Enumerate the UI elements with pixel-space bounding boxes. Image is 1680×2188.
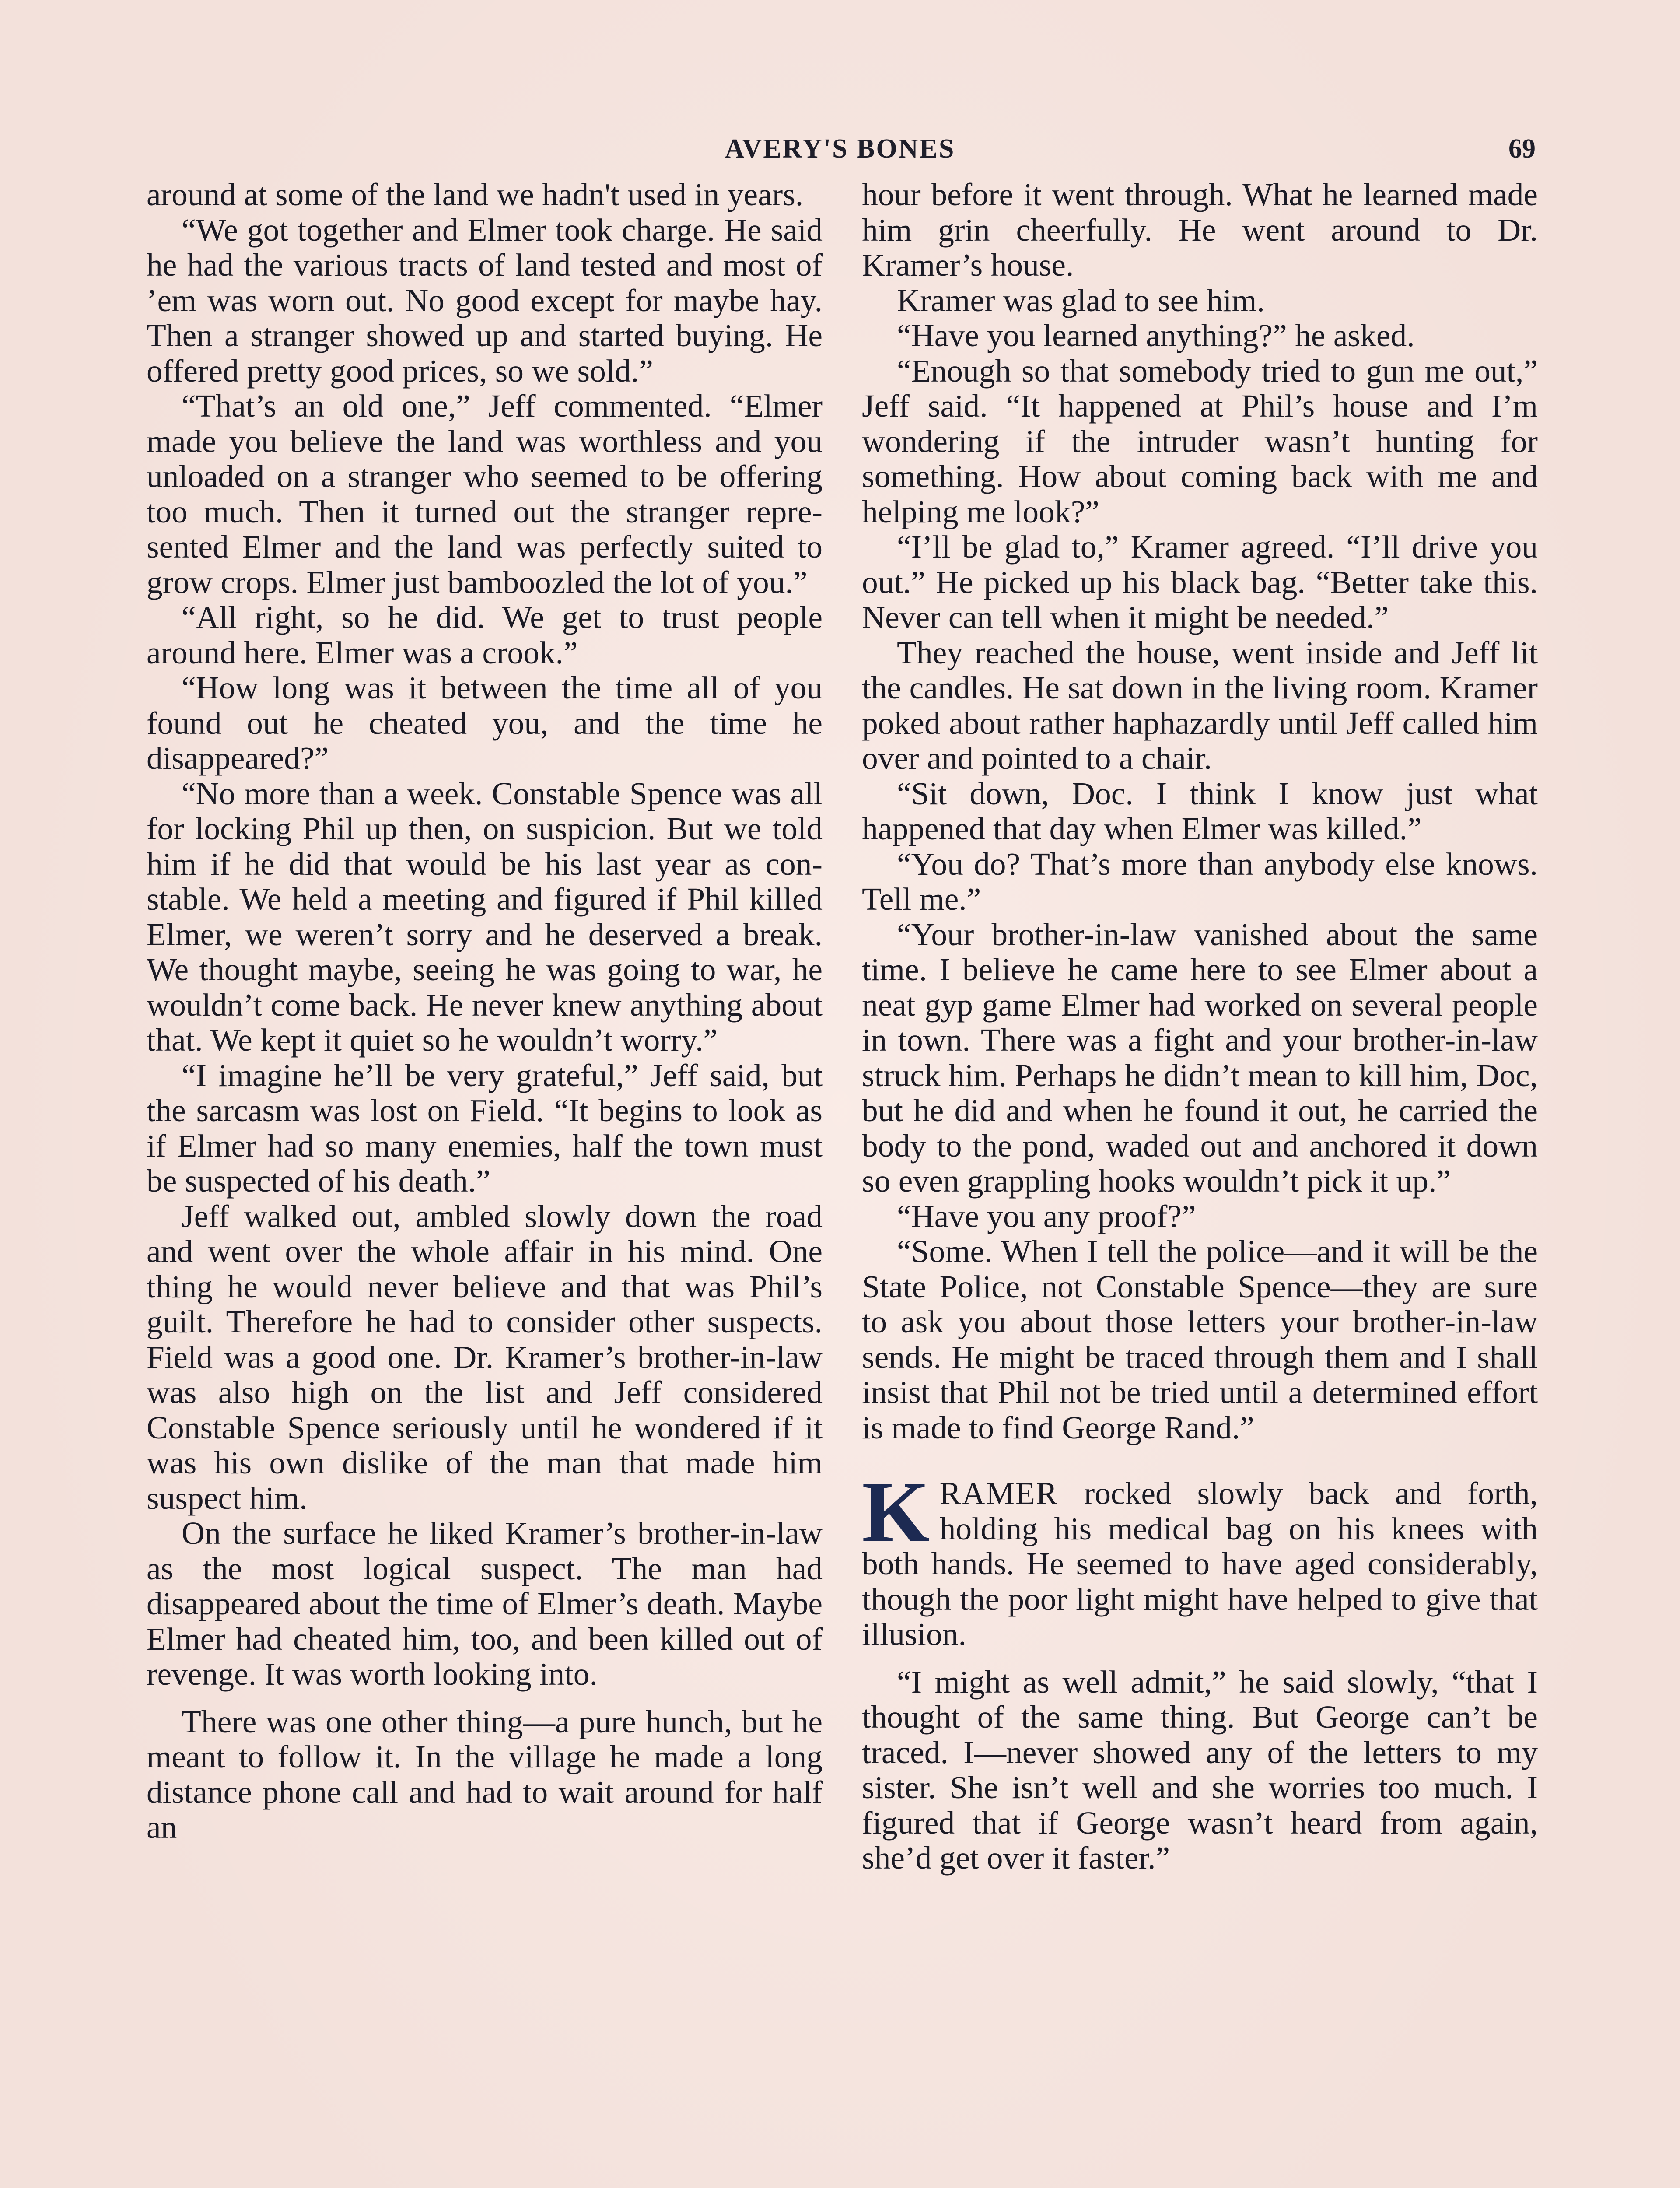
paragraph: hour before it went through. What he learned made him grin cheerfully. He went around to Dr. Kramer’s house. (862, 177, 1538, 283)
page-number: 69 (1508, 134, 1536, 164)
paragraph: Kramer was glad to see him. (897, 282, 1265, 318)
paragraph: “Your brother-in-law vanished about the same time. I believe he came here to see Elmer about a neat gyp game Elmer had worked on several people in town. There was a fight and your brother-in-law struck him. Perhaps he didn’t mean to kill him, Doc, but he did and when he found it out, he carried the body to the pond, waded out and anchored it down so even grappling hooks wouldn’t pick it up.” (862, 916, 1538, 1199)
paragraph: They reached the house, went inside and Jeff lit the candles. He sat down in the living room. Kramer poked about rather haphazardly until Jeff called him over and pointed to a chair. (862, 635, 1538, 776)
dropcap-lead-word: RAMER (939, 1476, 1058, 1511)
right-column (862, 177, 1538, 1876)
paragraph: “Enough so that somebody tried to gun me out,” Jeff said. “It happened at Phil’s house and I’m wondering if the intruder wasn’t hunting for something. How about coming back with me and helping me look?” (862, 353, 1538, 529)
paragraph: “That’s an old one,” Jeff commented. “Elmer made you believe the land was worthless and you unloaded on a stranger who seemed to be offering too much. Then it turned out the stranger represented Elmer and the land was perfectly suited to grow crops. Elmer just bamboozled the lot of you.” (147, 388, 822, 600)
paragraph: There was one other thing—a pure hunch, but he meant to follow it. In the village he made a long distance phone call and had to wait around for half an (147, 1704, 822, 1845)
paragraph: “I imagine he’ll be very grateful,” Jeff said, but the sarcasm was lost on Field. “It begins to look as if Elmer had so many enemies, half the town must be suspected of his death.” (147, 1057, 822, 1199)
paragraph: “Sit down, Doc. I think I know just what happened that day when Elmer was killed.” (862, 775, 1538, 846)
drop-cap-initial: K (862, 1464, 930, 1560)
paragraph: “We got together and Elmer took charge. He said he had the various tracts of land tested and most of ’em was worn out. No good except for maybe hay. Then a stranger showed up and started buying. He offered pretty good prices, so we sold.” (147, 212, 822, 389)
dropcap-paragraph (862, 1464, 1538, 1652)
paragraph: “You do? That’s more than anybody else knows. Tell me.” (862, 846, 1538, 917)
dropcap-paragraph-text: rocked slowly back and forth, holding his medical bag on his knees with both hands. He seemed to have aged considerably, though the poor light might have helped to give that illusion. (862, 1476, 1538, 1652)
paragraph: “Have you any proof?” (897, 1198, 1196, 1234)
paragraph: “I might as well admit,” he said slowly, “that I thought of the same thing. But George can’t be traced. I—never showed any of the letters to my sister. She isn’t well and she worries too much. I figured that if George wasn’t heard from again, she’d get over it faster.” (862, 1664, 1538, 1876)
paragraph: “Have you learned anything?” he asked. (897, 318, 1415, 353)
paragraph: Jeff walked out, ambled slowly down the road and went over the whole affair in his mind. One thing he would never believe and that was Phil’s guilt. Therefore he had to consider other suspects. Field was a good one. Dr. Kramer’s brother-in-law was also high on the list and Jeff considered Constable Spence seriously until he wondered if it was his own dislike of the man that made him suspect him. (147, 1198, 822, 1516)
paragraph: On the surface he liked Kramer’s brother-in-law as the most logical suspect. The man had disappeared about the time of Elmer’s death. Maybe Elmer had cheated him, too, and been killed out of revenge. It was worth looking into. (147, 1515, 822, 1692)
paragraph: “No more than a week. Constable Spence was all for locking Phil up then, on suspicion. But we told him if he did that would be his last year as constable. We held a meeting and figured if Phil killed Elmer, we weren’t sorry and he deserved a break. We thought maybe, seeing he was going to war, he wouldn’t come back. He never knew anything about that. We kept it quiet so he wouldn’t worry.” (147, 775, 822, 1058)
page-header (144, 133, 1536, 168)
paragraph: “All right, so he did. We get to trust people around here. Elmer was a crook.” (147, 600, 822, 670)
paragraph: “Some. When I tell the police—and it will be the State Police, not Constable Spence—they are sure to ask you about those letters your brother-in-law sends. He might be traced through them and I shall insist that Phil not be tried until a determined effort is made to find George Rand.” (862, 1234, 1538, 1445)
running-head: AVERY'S BONES (724, 134, 956, 164)
left-column (147, 177, 822, 1845)
paragraph: around at some of the land we hadn't used in years. (147, 177, 804, 212)
paragraph: “How long was it between the time all of you found out he cheated you, and the time he disappeared?” (147, 670, 822, 776)
paragraph: “I’ll be glad to,” Kramer agreed. “I’ll drive you out.” He picked up his black bag. “Better take this. Never can tell when it might be needed.” (862, 529, 1538, 635)
